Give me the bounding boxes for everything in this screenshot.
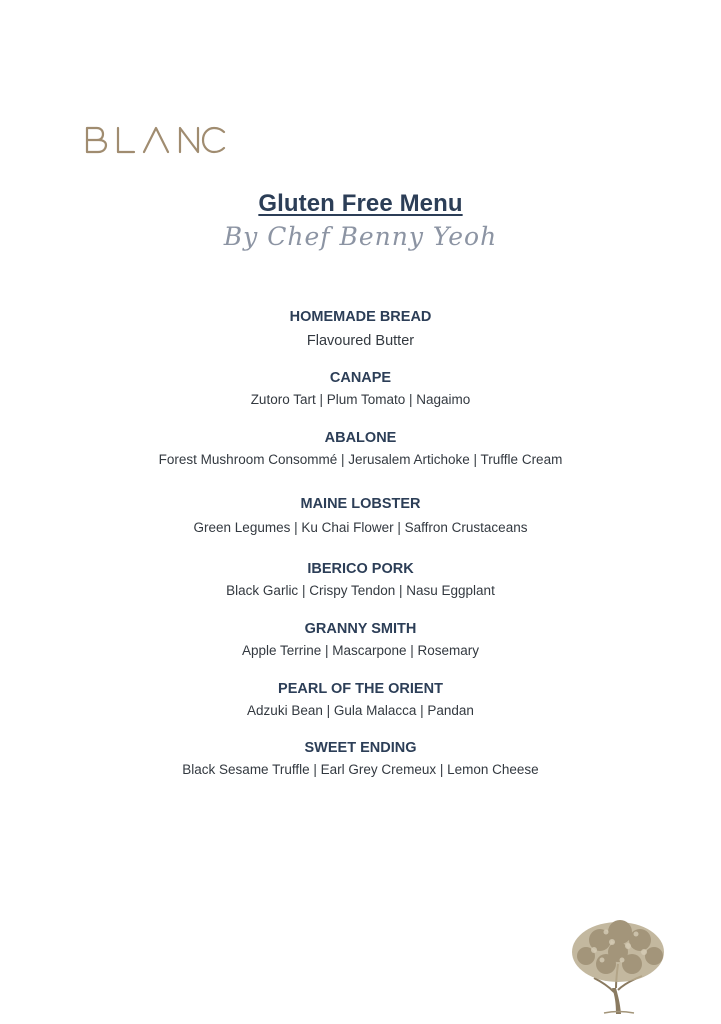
tree-icon bbox=[566, 912, 670, 1014]
course-description: Apple Terrine | Mascarpone | Rosemary bbox=[241, 643, 480, 658]
course-name: MAINE LOBSTER bbox=[300, 496, 421, 512]
course-name: ABALONE bbox=[324, 430, 397, 446]
menu-title: Gluten Free Menu bbox=[258, 190, 463, 217]
course-item bbox=[0, 739, 721, 779]
course-item bbox=[0, 308, 721, 350]
course-name: GRANNY SMITH bbox=[304, 621, 417, 637]
course-description: Forest Mushroom Consommé | Jerusalem Artichoke | Truffle Cream bbox=[158, 452, 563, 467]
course-name: SWEET ENDING bbox=[304, 740, 417, 756]
course-name: IBERICO PORK bbox=[307, 561, 414, 577]
course-item bbox=[0, 495, 721, 537]
course-description: Black Garlic | Crispy Tendon | Nasu Eggplant bbox=[226, 583, 495, 598]
course-item bbox=[0, 620, 721, 660]
course-name: CANAPE bbox=[329, 370, 392, 386]
course-item bbox=[0, 680, 721, 720]
course-item bbox=[0, 369, 721, 409]
course-item bbox=[0, 560, 721, 600]
course-description: Black Sesame Truffle | Earl Grey Cremeux | Lemon Cheese bbox=[182, 762, 539, 777]
course-description: Green Legumes | Ku Chai Flower | Saffron Crustaceans bbox=[193, 520, 528, 535]
course-name: HOMEMADE BREAD bbox=[289, 309, 432, 325]
course-description: Zutoro Tart | Plum Tomato | Nagaimo bbox=[250, 392, 471, 407]
brand-logo bbox=[84, 124, 226, 156]
course-item bbox=[0, 429, 721, 469]
course-name: PEARL OF THE ORIENT bbox=[278, 681, 443, 697]
chef-signature: By Chef Benny Yeoh bbox=[223, 222, 498, 251]
course-description: Adzuki Bean | Gula Malacca | Pandan bbox=[247, 703, 474, 718]
course-description: Flavoured Butter bbox=[306, 333, 415, 349]
